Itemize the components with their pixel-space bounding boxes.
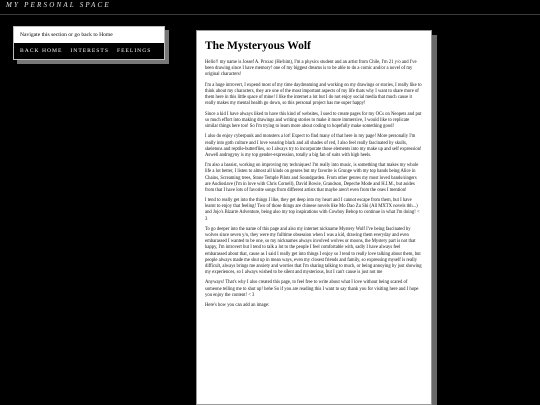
thanks-paragraph: Anyways! That's why I also created this page, to feel free to write about what I love without being scared of someone telling me to shut up! hehe So if you are reading this I want to say thank you for visiting here and I hope you enjoy the content! < 3: [205, 280, 419, 298]
section-nav: [13, 26, 165, 60]
nav-link-back-home[interactable]: BACK HOME: [20, 48, 63, 54]
image-hint-paragraph: Here's how you can add an image:: [205, 303, 270, 309]
nav-link-interests[interactable]: INTERESTS: [70, 48, 109, 54]
content-panel[interactable]: [196, 30, 432, 405]
header-divider: [0, 14, 540, 15]
nav-hint: Navigate this section or go back to Home: [14, 27, 164, 43]
site-title: MY PERSONAL SPACE: [6, 1, 111, 9]
interests-paragraph: I also do enjoy cyberpunk and monsters a lot! Expect to find many of that here in my page! More personally I'm really into goth culture and I love wearing black and all shades of red, I also feel really fascinated by skulls, skeletons and reptile-butterflies, so I always try to incorporate those elements into my make up and self expression! Aswell androgyny is my top gender-expression, totally a big fan of suits with high heels.: [205, 134, 422, 158]
intro-paragraph: Hello!! my name is Jossef A. Proxac (He/him), I'm a physics student and an artist from Chile, I'm 21 y/o and I've been drawing since I have memory! one of my biggest dreams is to be able to do a comic and/or a novel of my original characters!: [205, 60, 417, 78]
name-origin-paragraph: To go deeper into the name of this page and also my internet nickname Mystery Wolf I've being fascinated by wolves since seven y/o, they were my fulltime obsession when I was a kid, drawing them everyday and even embarassed I wanted to be one, so my nicknames always involved wolves or moons, the Mystery part is not that happy, I'm introvert but I tend to talk a lot to the people I feel comfortable with, sadly I have always feel embarassed about that, cause as I said I really get into things I enjoy so I tend to really love talking about them, but people always made me shut up in mean ways, even my closest friends and family, so expressing myself is really difficult, always brings me anxiety and worries that I'm sharing talking to much, or being annoying by just showing my experiences, so I always wished to be silent and mysterious, but I can't cause is just not me: [205, 227, 422, 275]
websites-paragraph: Since a kid I have always liked to have this kind of websites, I used to create pages for my OCs on Neopets and put so much effort into making drawings and writing stories to make it more immersive, I would like to replicate similar things here too! So I'm trying to learn more about coding to hopefully make something good!: [205, 111, 422, 129]
introvert-paragraph: I'm a huge introvert, I expend most of my time daydreaming and working on my drawings or stories, I really like to think about my characters, they are one of the most important aspects of my life thats why I want to share more of them here in this little space of mine! I like the internet a lot but I do not enjoy social media that much cause it really makes my mental health go down, so this personal project has me super happy!: [205, 82, 422, 107]
nav-link-feelings[interactable]: FEELINGS: [116, 48, 152, 54]
inspirations-paragraph: I tend to really get into the things I like, they get deep into my heart and I cannot escape from them, but I have learnt to enjoy that feeling! Two of those things are chinese novels like Mo Dao Zu Shi (All MXTX novels tbh...) and Jojo's Bizarre Adventure, being also my top inspirations with Cowboy Bebop to continue in what I'm doing! < 3: [205, 198, 420, 222]
post-title: The Mysteryous Wolf: [205, 40, 311, 52]
music-paragraph: I'm also a bassist, working on improving my techniques! I'm really into music, is something that makes my whole life a lot better, I listen to almost all kinds on genres but my favorite is Grunge with my top bands being Alice in Chains, Screaming trees, Stone Temple Pilots and Soundgarden. From other genres my most loved bands/singers are Audioslave (I'm in love with Chris Cornell), David Bowie, Grandson, Depeche Mode and H.I.M., but asides from that I have lots of favorite songs from different artists that maybe aren't even from the ones I mention!: [205, 163, 419, 193]
nav-links: [20, 45, 151, 57]
